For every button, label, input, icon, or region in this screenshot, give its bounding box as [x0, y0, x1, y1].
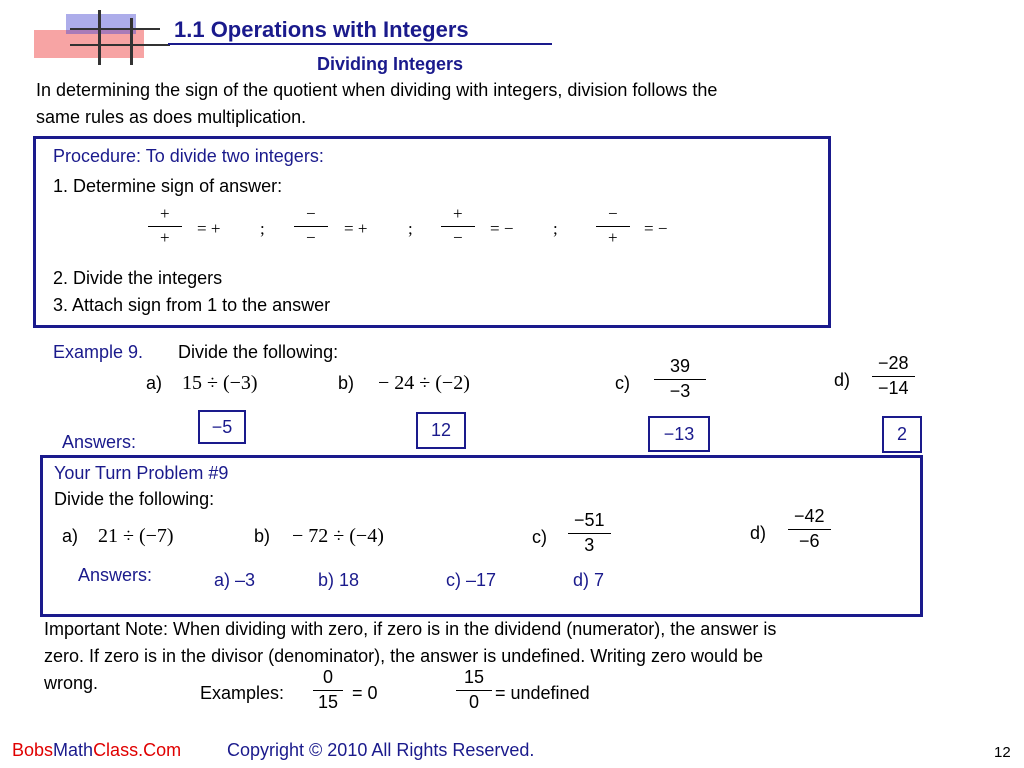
rule-1-result: = +: [197, 219, 221, 238]
rule-separator: ;: [408, 219, 413, 238]
your-turn-answer-c: c) –17: [446, 570, 497, 590]
rule-separator: ;: [553, 219, 558, 238]
answer-box-c: −13: [648, 416, 710, 452]
your-turn-b-expression: − 72 ÷ (−4): [292, 525, 384, 547]
your-turn-a-label: a): [62, 526, 79, 546]
note-line-1: Important Note: When dividing with zero, if zero is in the dividend (numerator), the answer is: [44, 619, 777, 639]
note-examples-label: Examples:: [200, 683, 285, 703]
rule-4-result: = −: [644, 219, 668, 238]
page-number: 12: [994, 744, 1011, 761]
brand-part-2: Math: [53, 740, 94, 760]
note-line-2: zero. If zero is in the divisor (denominator), the answer is undefined. Writing zero would be: [44, 646, 764, 666]
footer-copyright: Copyright © 2010 All Rights Reserved.: [227, 740, 535, 760]
answer-box-d: 2: [882, 416, 922, 453]
your-turn-c-fraction: $\frac{-51}{3}$: [568, 511, 611, 556]
your-turn-a-expression: 21 ÷ (−7): [98, 525, 174, 547]
title-underline: [168, 43, 552, 45]
your-turn-d-fraction: $\frac{-42}{-6}$: [788, 507, 831, 552]
your-turn-answers-label: Answers:: [78, 565, 153, 585]
note-example-2-fraction: $\frac{15}{0}$: [456, 668, 492, 713]
answer-box-a: −5: [198, 410, 246, 444]
rule-2-result: = +: [344, 219, 368, 238]
procedure-step-2: 2. Divide the integers: [53, 268, 223, 288]
example-b-label: b): [338, 373, 355, 393]
answer-box-b: 12: [416, 412, 466, 449]
rule-separator: ;: [260, 219, 265, 238]
rule-2-fraction: − −: [294, 205, 328, 247]
your-turn-answer-a: a) –3: [214, 570, 256, 590]
rule-1-fraction: + +: [148, 205, 182, 247]
example-a-label: a): [146, 373, 163, 393]
intro-line-2: same rules as does multiplication.: [36, 107, 307, 127]
your-turn-answer-b: b) 18: [318, 570, 360, 590]
note-example-1-result: = 0: [352, 683, 378, 703]
example-b-expression: − 24 ÷ (−2): [378, 372, 470, 394]
procedure-step-3: 3. Attach sign from 1 to the answer: [53, 295, 331, 315]
intro-line-1: In determining the sign of the quotient when dividing with integers, division follows the: [36, 80, 718, 100]
example-a-expression: 15 ÷ (−3): [182, 372, 258, 394]
rule-4-fraction: − +: [596, 205, 630, 247]
example-instruction: Divide the following:: [178, 342, 339, 362]
logo-graphic: [30, 10, 170, 65]
your-turn-c-label: c): [532, 527, 547, 547]
your-turn-d-label: d): [750, 523, 767, 543]
your-turn-answer-d: d) 7: [573, 570, 605, 590]
page-subtitle: Dividing Integers: [317, 54, 464, 74]
rule-3-fraction: + −: [441, 205, 475, 247]
page-title: 1.1 Operations with Integers: [174, 17, 469, 42]
note-example-1-fraction: $\frac{0}{15}$: [312, 668, 344, 713]
rule-3-result: = −: [490, 219, 514, 238]
procedure-heading: Procedure: To divide two integers:: [53, 146, 324, 166]
note-line-3: wrong.: [44, 673, 99, 693]
example-answers-label: Answers:: [62, 432, 137, 452]
your-turn-instruction: Divide the following:: [54, 489, 215, 509]
your-turn-heading: Your Turn Problem #9: [54, 463, 229, 483]
procedure-step-1: 1. Determine sign of answer:: [53, 176, 283, 196]
brand-part-1: Bobs: [12, 740, 54, 760]
example-c-fraction: $\frac{39}{-3}$: [654, 357, 706, 402]
example-c-label: c): [615, 373, 630, 393]
footer-brand[interactable]: [12, 740, 181, 761]
your-turn-b-label: b): [254, 526, 271, 546]
note-example-2-result: = undefined: [495, 683, 590, 703]
example-d-label: d): [834, 370, 851, 390]
example-label: Example 9.: [53, 342, 144, 362]
brand-part-3: Class.Com: [93, 740, 182, 760]
example-d-fraction: $\frac{-28}{-14}$: [872, 354, 915, 399]
